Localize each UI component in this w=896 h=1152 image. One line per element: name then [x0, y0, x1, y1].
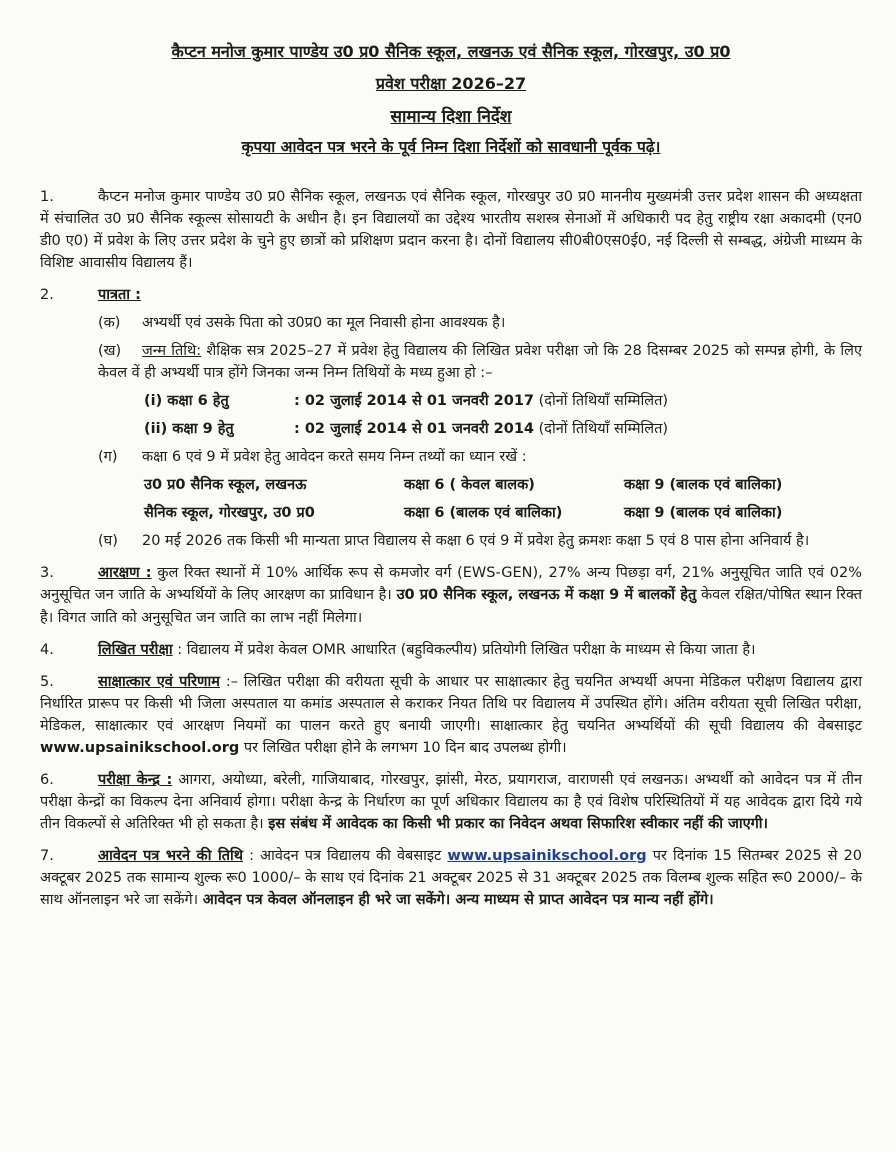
section-3-reservation	[40, 562, 862, 628]
section-number: 3.	[40, 565, 54, 582]
section-number: 1.	[40, 189, 54, 205]
notice-title: कैप्टन मनोज कुमार पाण्डेय उ0 प्र0 सैनिक स्कूल, लखनऊ एवं सैनिक स्कूल, गोरखपुर, उ0 प्र0	[171, 42, 731, 61]
school-row	[144, 474, 862, 496]
dob-heading: जन्म तिथि:	[142, 343, 202, 360]
exam-centre-text: आगरा, अयोध्या, बरेली, गाजियाबाद, गोरखपुर, झांसी, मेरठ, प्रयागराज, वाराणसी एवं लखनऊ। अभ्यर्थी को आवेदन पत्र में तीन परीक्षा केन्द्रों का विकल्प देना अनिवार्य होगा। परीक्षा केन्द्र के निर्धारण का पूर्ण अधिकार विद्यालय का है एवं विशेष परिस्थितियों में यह आवेदक द्वारा दिये गये तीन विकल्पों से अतिरिक्त भी हो सकता है।	[40, 771, 863, 832]
written-exam-text: : विद्यालय में प्रवेश केवल OMR आधारित (बहुविकल्पीय) प्रतियोगी लिखित परीक्षा के माध्यम से किया जाता है।	[177, 641, 756, 658]
date-note: (दोनों तिथियाँ सम्मिलित)	[538, 421, 669, 438]
section-number: 2.	[40, 287, 54, 304]
eligibility-ka	[98, 312, 862, 334]
guidelines-title: सामान्य दिशा निर्देश	[390, 106, 512, 127]
class-9-info: कक्षा 9 (बालक एवं बालिका)	[624, 505, 783, 522]
written-exam-heading: लिखित परीक्षा	[98, 641, 173, 658]
application-text: : आवेदन पत्र विद्यालय की वेबसाइट	[249, 847, 442, 864]
section-number: 6.	[40, 771, 54, 788]
exam-title: प्रवेश परीक्षा 2026–27	[375, 74, 527, 94]
school-name: उ0 प्र0 सैनिक स्कूल, लखनऊ	[144, 477, 307, 494]
application-note-bold: आवेदन पत्र केवल ऑनलाइन ही भरे जा सकेंगे। अन्य माध्यम से प्राप्त आवेदन पत्र मान्य नहीं होंगे।	[202, 891, 714, 908]
application-date-heading: आवेदन पत्र भरने की तिथि	[98, 847, 243, 864]
notice-page	[40, 40, 862, 921]
class-label: (ii) कक्षा 9 हेतु	[144, 421, 234, 438]
exam-centre-heading: परीक्षा केन्द्र :	[98, 771, 173, 788]
school-name: सैनिक स्कूल, गोरखपुर, उ0 प्र0	[144, 505, 315, 522]
item-label: (क)	[98, 315, 121, 332]
read-carefully-instruction: कृपया आवेदन पत्र भरने के पूर्व निम्न दिशा निर्देशों को सावधानी पूर्वक पढ़े।	[241, 138, 661, 157]
date-range: : 02 जुलाई 2014 से 01 जनवरी 2017	[294, 393, 535, 410]
section-1-text: कैप्टन मनोज कुमार पाण्डेय उ0 प्र0 सैनिक स्कूल, लखनऊ एवं सैनिक स्कूल, गोरखपुर उ0 प्र0 माननीय मुख्यमंत्री उत्तर प्रदेश शासन की अध्यक्षता में संचालित उ0 प्र0 सैनिक स्कूल्स सोसायटी के अधीन है। इन विद्यालयों का उद्देश्य भारतीय सशस्त्र सेनाओं में अधिकारी पद हेतु राष्ट्रीय रक्षा अकादमी (एन0 डी0 ए0) में प्रवेश के लिए उत्तर प्रदेश के चुने हुए छात्रों को प्रशिक्षण प्रदान करना है। दोनों विद्यालय सी0बी0एस0ई0, नई दिल्ली से सम्बद्ध, अंग्रेजी माध्यम के विशिष्ट आवासीय विद्यालय हैं।	[40, 189, 862, 272]
section-6-exam-centres	[40, 769, 862, 835]
class-6-info: कक्षा 6 (बालक एवं बालिका)	[404, 505, 563, 522]
item-text: शैक्षिक सत्र 2025–27 में प्रवेश हेतु विद्यालय की लिखित प्रवेश परीक्षा जो कि 28 दिसम्बर 2025 को सम्पन्न होगी, के लिए केवल वें ही अभ्यर्थी पात्र होंगे जिनका जन्म निम्न तिथियों के मध्य हुआ हो :–	[98, 343, 863, 382]
item-text: कक्षा 6 एवं 9 में प्रवेश हेतु आवेदन करते समय निम्न तथ्यों का ध्यान रखें :	[142, 449, 527, 466]
reservation-text: कुल रिक्त स्थानों में 10% आर्थिक रूप से कमजोर वर्ग (EWS-GEN), 27% अन्य पिछड़ा वर्ग, 21% अनुसूचित जाति एवं 02% अनुसूचित जन जाति के अभ्यर्थियों के लिए आरक्षण का प्राविधान है।	[40, 565, 862, 604]
reservation-note-bold: उ0 प्र0 सैनिक स्कूल, लखनऊ में कक्षा 9 में बालकों हेतु	[396, 587, 697, 604]
section-2-eligibility	[40, 284, 862, 552]
section-4-written-exam	[40, 639, 862, 661]
dob-row	[144, 390, 862, 412]
website-link[interactable]: www.upsainikschool.org	[447, 847, 647, 864]
eligibility-gha	[98, 530, 862, 552]
section-number: 4.	[40, 641, 54, 658]
eligibility-kha	[98, 340, 862, 384]
item-text: अभ्यर्थी एवं उसके पिता को उ0प्र0 का मूल निवासी होना आवश्यक है।	[142, 315, 506, 332]
eligibility-ga	[98, 446, 862, 468]
eligibility-heading: पात्रता :	[98, 287, 141, 304]
item-label: (ख)	[98, 343, 122, 360]
interview-heading: साक्षात्कार एवं परिणाम	[98, 673, 220, 690]
exam-centre-note-bold: इस संबंध में आवेदक का किसी भी प्रकार का निवेदन अथवा सिफारिश स्वीकार नहीं की जाएगी।	[268, 815, 769, 832]
section-7-application-dates	[40, 845, 862, 911]
dob-ranges	[144, 390, 862, 440]
school-row	[144, 502, 862, 524]
interview-text: :– लिखित परीक्षा की वरीयता सूची के आधार पर साक्षात्कार हेतु चयनित अभ्यर्थी अपना मेडिकल परीक्षण विद्यालय द्वारा निर्धारित प्रारूप पर किसी भी जिला अस्पताल या कमांड अस्पताल से कराकर नियत तिथि पर विद्यालय में उपस्थित होंगे। अंतिम वरीयता सूची लिखित परीक्षा, मेडिकल, साक्षात्कार एवं आरक्षण नियमों का पालन करते हुए बनायी जाएगी। साक्षात्कार हेतु चयनित अभ्यर्थियों की सूची विद्यालय की वेबसाइट	[40, 673, 862, 734]
class-6-info: कक्षा 6 ( केवल बालक)	[404, 477, 535, 494]
reservation-text-end: केवल रक्षित/पोषित स्थान रिक्त है। विगत जाति को अनुसूचित जन जाति का लाभ नहीं मिलेगा।	[40, 587, 863, 626]
section-number: 5.	[40, 673, 54, 690]
item-text: 20 मई 2026 तक किसी भी मान्यता प्राप्त विद्यालय से कक्षा 6 एवं 9 में प्रवेश हेतु क्रमशः कक्षा 5 एवं 8 पास होना अनिवार्य है।	[142, 533, 810, 550]
date-range: : 02 जुलाई 2014 से 01 जनवरी 2014	[294, 421, 535, 438]
dob-row	[144, 418, 862, 440]
class-9-info: कक्षा 9 (बालक एवं बालिका)	[624, 477, 783, 494]
item-label: (घ)	[98, 533, 118, 550]
school-class-table	[144, 474, 862, 524]
section-5-interview-result	[40, 671, 862, 759]
interview-text-end: पर लिखित परीक्षा होने के लगभग 10 दिन बाद उपलब्ध होगी।	[243, 739, 567, 756]
section-1	[40, 186, 862, 274]
section-number: 7.	[40, 847, 54, 864]
date-note: (दोनों तिथियाँ सम्मिलित)	[538, 393, 669, 410]
item-label: (ग)	[98, 449, 118, 466]
application-text-dates: पर दिनांक 15 सितम्बर 2025 से 20 अक्टूबर 2025 तक सामान्य शुल्क रू0 1000/– के साथ एवं दिनांक 21 अक्टूबर 2025 से 31 अक्टूबर 2025 तक विलम्ब शुल्क सहित रू0 2000/– के साथ ऑनलाइन भरे जा सकेंगे।	[40, 847, 863, 908]
class-label: (i) कक्षा 6 हेतु	[144, 393, 229, 410]
website-text: www.upsainikschool.org	[40, 739, 240, 756]
reservation-heading: आरक्षण :	[98, 565, 152, 582]
